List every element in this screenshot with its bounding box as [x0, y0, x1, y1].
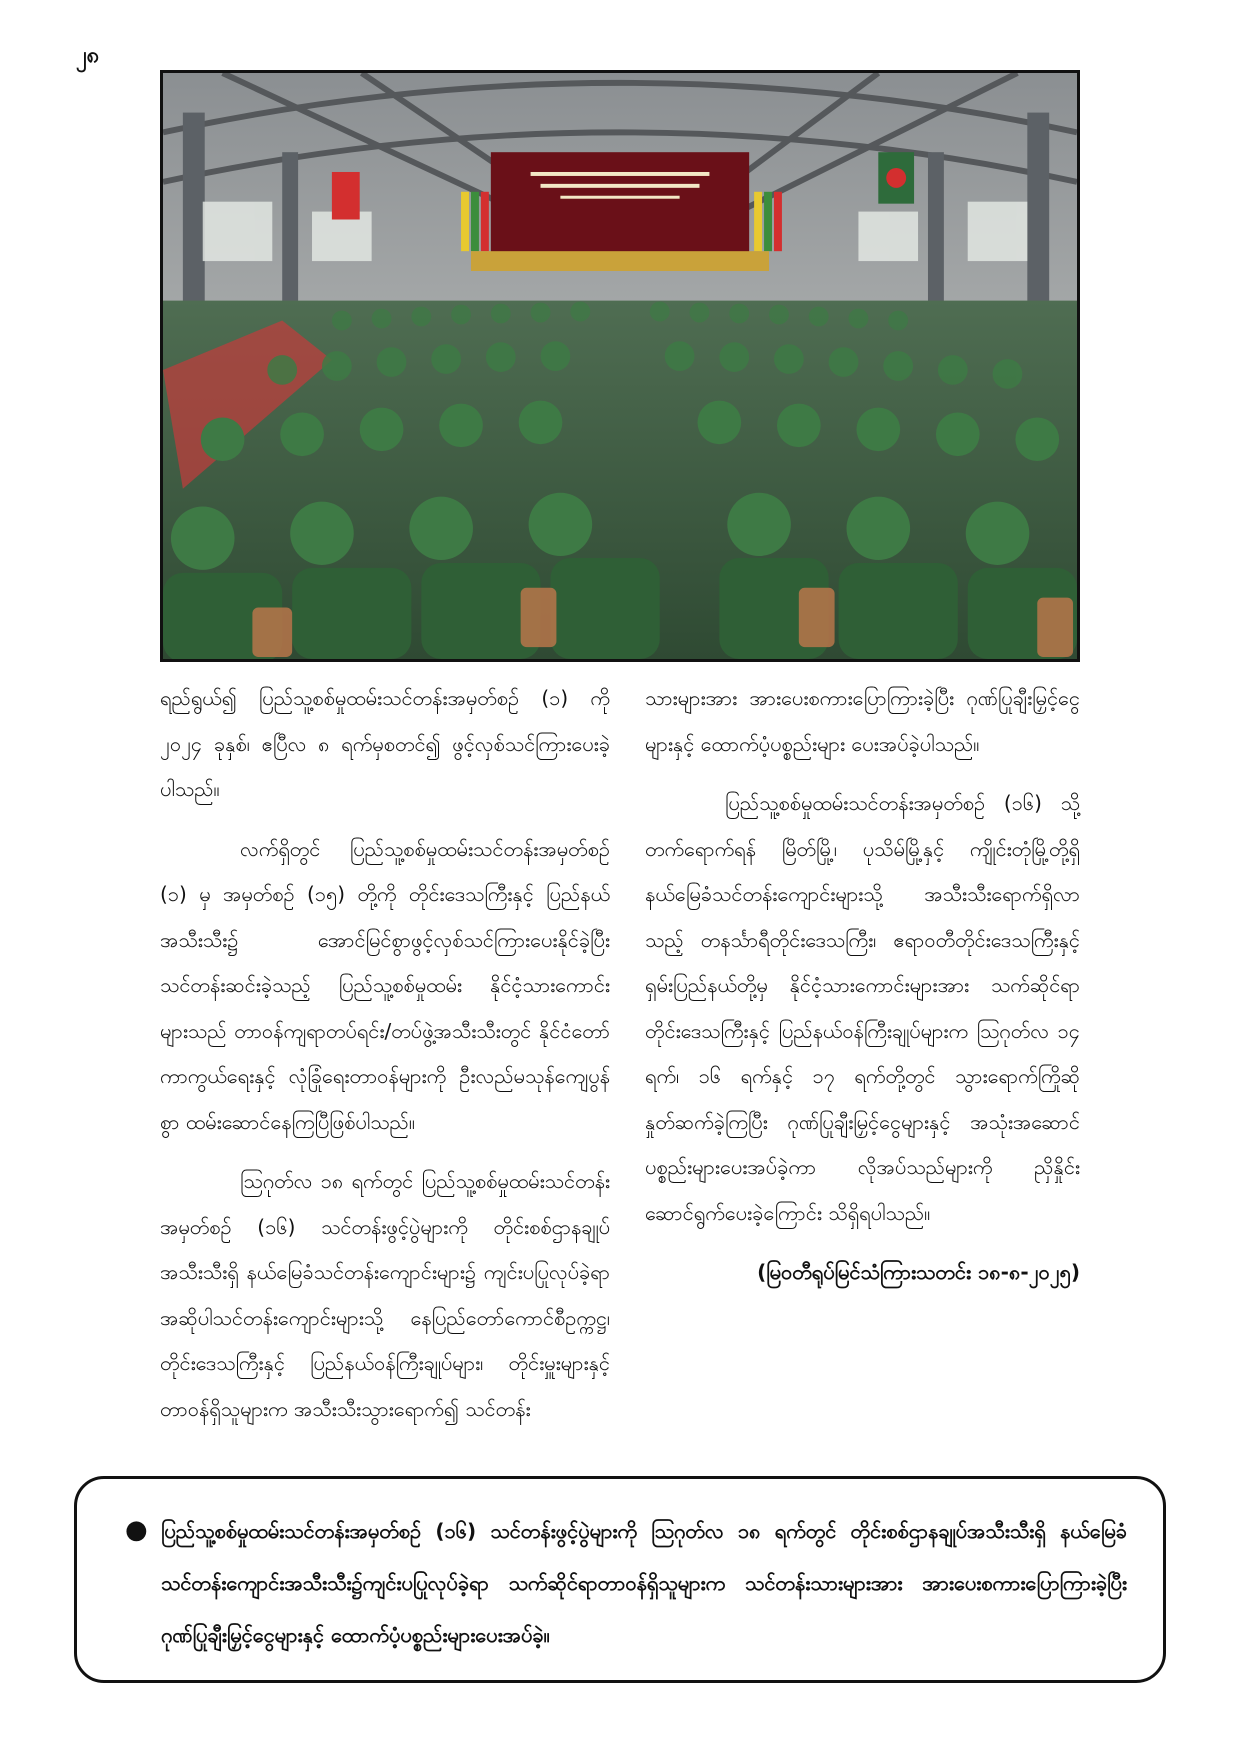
article-paragraph: ဩဂုတ်လ ၁၈ ရက်တွင် ပြည်သူ့စစ်မှုထမ်းသင်တန်းအမှတ်စဉ် (၁၆) သင်တန်းဖွင့်ပွဲများကို တိုင်းစစ်ဌာနချုပ်အသီးသီးရှိ နယ်မြေခံသင်တန်းကျောင်းများ၌ ကျင်းပပြုလုပ်ခဲ့ရာ အဆိုပါသင်တန်းကျောင်းများသို့ နေပြည်တော်ကောင်စီဥက္ကဋ္ဌ၊ တိုင်းဒေသကြီးနှင့် ပြည်နယ်ဝန်ကြီးချုပ်များ၊ တိုင်းမှူးများနှင့် တာဝန်ရှိသူများက အသီးသီးသွားရောက်၍ သင်တန်း — [160, 1169, 610, 1421]
article-right-column — [645, 676, 1080, 1296]
summary-item — [125, 1505, 1127, 1661]
news-source: (မြဝတီရုပ်မြင်သံကြားသတင်း ၁၈-၈-၂၀၂၅) — [757, 1260, 1080, 1284]
article-paragraph: ရည်ရွယ်၍ ပြည်သူ့စစ်မှုထမ်းသင်တန်းအမှတ်စဉ် (၁) ကို ၂၀၂၄ ခုနှစ်၊ ဧပြီလ ၈ ရက်မှစတင်၍ ဖွင့်လှစ်သင်ကြားပေးခဲ့ပါသည်။ — [160, 686, 610, 801]
bullet-icon: ● — [125, 1515, 148, 1545]
stage-backdrop — [491, 152, 749, 256]
article-paragraph: သားများအား အားပေးစကားပြောကြားခဲ့ပြီး ဂုဏ်ပြုချီးမြှင့်ငွေများနှင့် ထောက်ပံ့ပစ္စည်းများ ပေးအပ်ခဲ့ပါသည်။ — [645, 686, 1080, 756]
article-paragraph: ပြည်သူ့စစ်မှုထမ်းသင်တန်းအမှတ်စဉ် (၁၆) သို့ တက်ရောက်ရန် မြိတ်မြို့၊ ပုသိမ်မြို့နှင့် ကျိုင်းတုံမြို့တို့ရှိ နယ်မြေခံသင်တန်းကျောင်းများသို့ အသီးသီးရောက်ရှိလာသည့် တနင်္သာရီတိုင်းဒေသကြီး၊ ဧရာဝတီတိုင်းဒေသကြီးနှင့် ရှမ်းပြည်နယ်တို့မှ နိုင်ငံ့သားကောင်းများအား သက်ဆိုင်ရာ တိုင်းဒေသကြီးနှင့် ပြည်နယ်ဝန်ကြီးချုပ်များက ဩဂုတ်လ ၁၄ ရက်၊ ၁၆ ရက်နှင့် ၁၇ ရက်တို့တွင် သွားရောက်ကြိုဆိုနှုတ်ဆက်ခဲ့ကြပြီး ဂုဏ်ပြုချီးမြှင့်ငွေများနှင့် အသုံးအဆောင်ပစ္စည်းများပေးအပ်ခဲ့ကာ လိုအပ်သည်များကို ညှိနှိုင်းဆောင်ရွက်ပေးခဲ့ကြောင်း သိရှိရပါသည်။ — [645, 791, 1080, 1225]
summary-text: ပြည်သူ့စစ်မှုထမ်းသင်တန်းအမှတ်စဉ် (၁၆) သင်တန်းဖွင့်ပွဲများကို ဩဂုတ်လ ၁၈ ရက်တွင် တိုင်းစစ်ဌာနချုပ်အသီးသီးရှိ နယ်မြေခံသင်တန်းကျောင်းအသီးသီး၌ကျင်းပပြုလုပ်ခဲ့ရာ သက်ဆိုင်ရာတာဝန်ရှိသူများက သင်တန်းသားများအား အားပေးစကားပြောကြားခဲ့ပြီး ဂုဏ်ပြုချီးမြှင့်ငွေများနှင့် ထောက်ပံ့ပစ္စည်းများပေးအပ်ခဲ့။ — [161, 1519, 1127, 1647]
article-paragraph: လက်ရှိတွင် ပြည်သူ့စစ်မှုထမ်းသင်တန်းအမှတ်စဉ် (၁) မှ အမှတ်စဉ် (၁၅) တို့ကို တိုင်းဒေသကြီးနှင့် ပြည်နယ်အသီးသီး၌ အောင်မြင်စွာဖွင့်လှစ်သင်ကြားပေးနိုင်ခဲ့ပြီး သင်တန်းဆင်းခဲ့သည့် ပြည်သူ့စစ်မှုထမ်း နိုင်ငံ့သားကောင်းများသည် တာဝန်ကျရာတပ်ရင်း/တပ်ဖွဲ့အသီးသီးတွင် နိုင်ငံတော်ကာကွယ်ရေးနှင့် လုံခြုံရေးတာဝန်များကို ဦးလည်မသုန်ကျေပွန်စွာ ထမ်းဆောင်နေကြပြီဖြစ်ပါသည်။ — [160, 836, 610, 1134]
article-left-column — [160, 676, 610, 1446]
page-number: ၂၈ — [76, 43, 100, 68]
ceremony-photo — [160, 70, 1080, 662]
ceremony-photo-illustration — [163, 73, 1077, 659]
summary-callout-box — [74, 1476, 1166, 1683]
